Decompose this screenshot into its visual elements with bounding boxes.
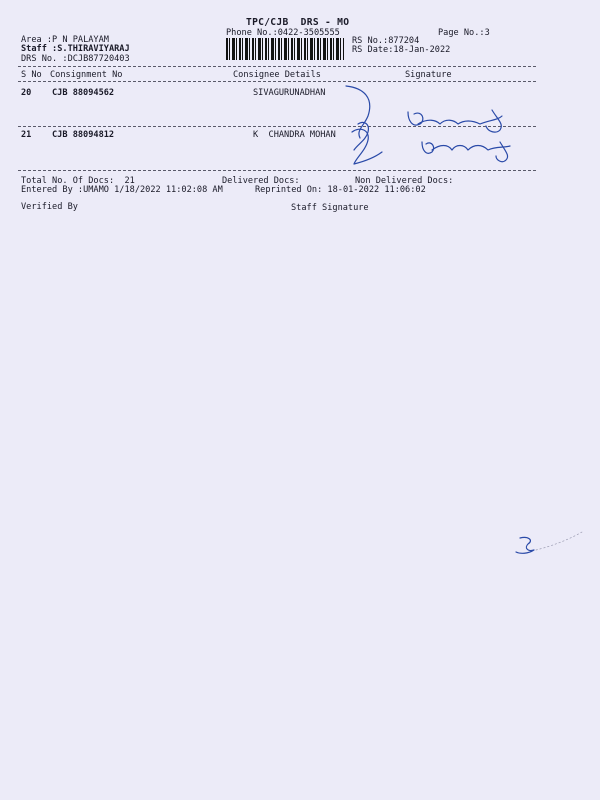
row-consignment: CJB 88094562 (52, 88, 115, 98)
barcode (226, 38, 344, 60)
row-consignee: SIVAGURUNADHAN (253, 88, 326, 98)
verified-by-label: Verified By (21, 202, 78, 212)
column-consignment: Consignment No (50, 70, 123, 80)
column-consignee: Consignee Details (233, 70, 321, 80)
phone-number: Phone No.:0422-3505555 (226, 28, 340, 38)
drs-number: DRS No. :DCJB87720403 (21, 54, 130, 64)
page-number: Page No.:3 (438, 28, 490, 38)
total-docs: Total No. Of Docs: 21 (21, 176, 135, 186)
reprinted-on: Reprinted On: 18-01-2022 11:06:02 (255, 185, 426, 195)
row-sno: 20 (21, 88, 32, 98)
column-signature: Signature (405, 70, 452, 80)
area-label: Area :P N PALAYAM (21, 35, 109, 45)
header-divider (18, 66, 536, 67)
column-sno: S No (21, 70, 42, 80)
stray-ink-mark (508, 528, 588, 568)
staff-signature-label: Staff Signature (291, 203, 369, 213)
row-consignee: K CHANDRA MOHAN (253, 130, 336, 140)
delivered-docs: Delivered Docs: (222, 176, 300, 186)
non-delivered-docs: Non Delivered Docs: (355, 176, 454, 186)
handwritten-signature-ink (340, 80, 540, 180)
document-title: TPC/CJB DRS - MO (246, 17, 350, 28)
staff-label: Staff :S.THIRAVIYARAJ (21, 44, 130, 54)
entered-by: Entered By :UMAMO 1/18/2022 11:02:08 AM (21, 185, 223, 195)
rs-date: RS Date:18-Jan-2022 (352, 45, 451, 55)
row-consignment: CJB 88094812 (52, 130, 115, 140)
row-sno: 21 (21, 130, 32, 140)
rs-number: RS No.:877204 (352, 36, 420, 46)
